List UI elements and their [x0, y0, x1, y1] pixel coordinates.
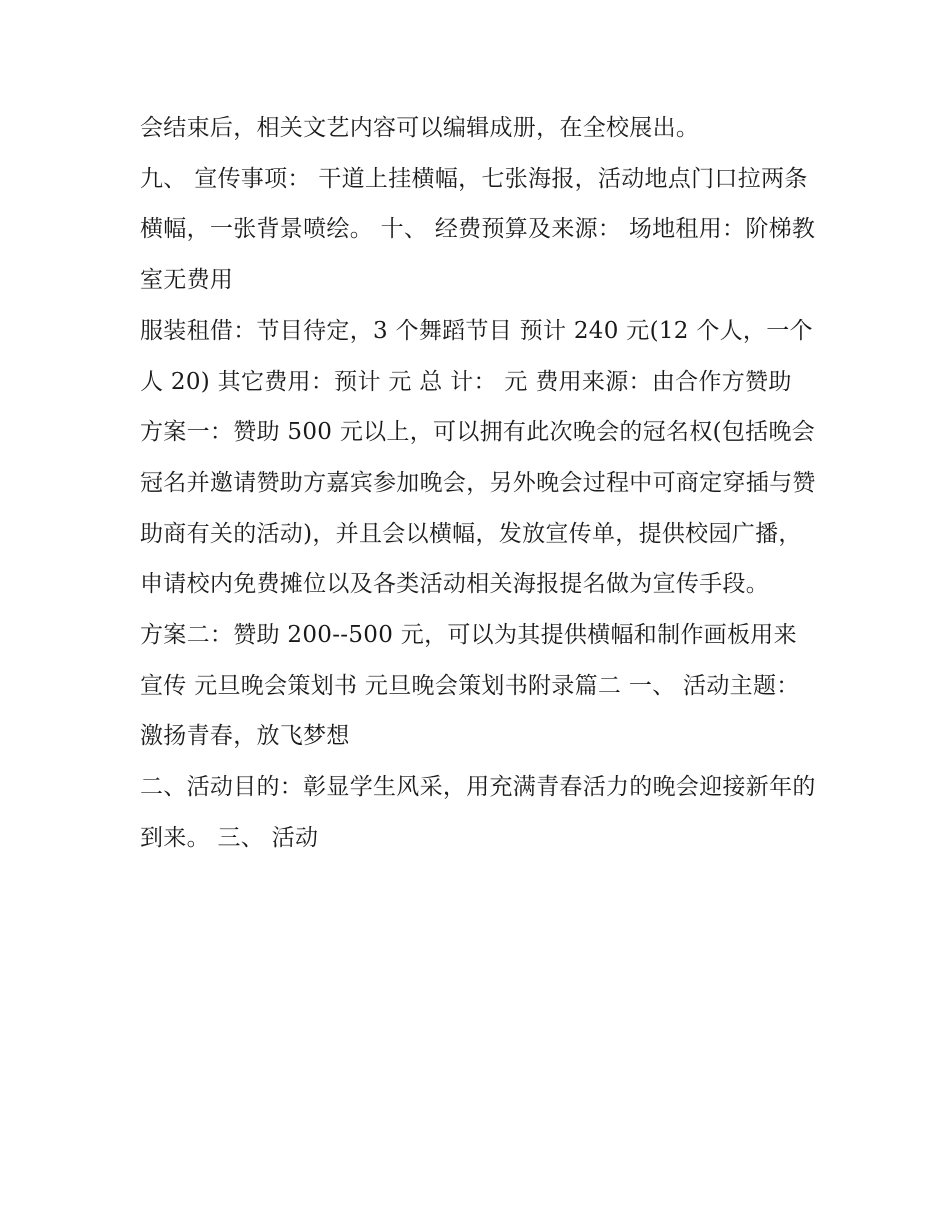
paragraph-4: 方案一：赞助 500 元以上，可以拥有此次晚会的冠名权(包括晚会冠名并邀请赞助方嘉宾参加晚会，另外晚会过程中可商定穿插与赞助商有关的活动)，并且会以横幅，发放宣传单，提供校园广播，申请校内免费摊位以及各类活动相关海报提名做为宣传手段。	[140, 419, 816, 598]
paragraph-6: 二、活动目的：彰显学生风采，用充满青春活力的晚会迎接新年的到来。 三、 活动	[140, 774, 816, 851]
paragraph-2: 九、 宣传事项： 干道上挂横幅，七张海报，活动地点门口拉两条横幅，一张背景喷绘。 十、 经费预算及来源： 场地租用：阶梯教室无费用	[140, 165, 816, 294]
paragraph-1: 会结束后，相关文艺内容可以编辑成册，在全校展出。	[140, 115, 700, 141]
paragraph-3: 服装租借：节目待定，3 个舞蹈节目 预计 240 元(12 个人，一个人 20) 其它费用：预计 元 总 计： 元 费用来源：由合作方赞助	[140, 317, 813, 395]
paragraph-5: 方案二：赞助 200--500 元，可以为其提供横幅和制作画板用来宣传 元旦晚会策划书 元旦晚会策划书附录篇二 一、 活动主题：激扬青春，放飞梦想	[140, 622, 800, 750]
document-body	[140, 103, 820, 864]
